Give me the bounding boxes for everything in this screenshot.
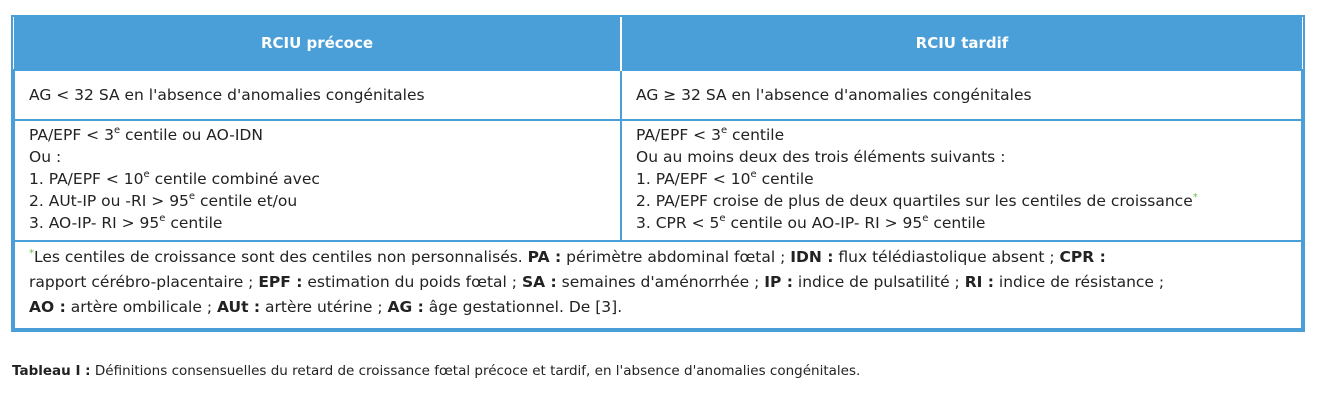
- text: centile: [727, 126, 785, 144]
- text: PA/EPF < 3: [636, 126, 721, 144]
- text: semaines d'aménorrhée ;: [556, 273, 765, 291]
- text: artère utérine ;: [260, 298, 388, 316]
- footnote-star: *: [29, 247, 34, 259]
- term: PA :: [527, 248, 562, 266]
- text: rapport cérébro-placentaire ;: [29, 273, 259, 291]
- definitions-table: [11, 15, 1305, 332]
- footnote-star: *: [1192, 191, 1198, 203]
- criteria-line: [29, 212, 620, 234]
- superscript: e: [159, 212, 166, 224]
- text: PA/EPF < 3: [29, 126, 114, 144]
- term: IP :: [764, 273, 793, 291]
- text: 2. AUt-IP ou -RI > 95: [29, 192, 189, 210]
- superscript: e: [113, 124, 121, 136]
- cell-late-ag: AG ≥ 32 SA en l'absence d'anomalies congénitales: [621, 70, 1302, 120]
- text: 1. PA/EPF < 10: [636, 170, 751, 188]
- header-rciu-tardif: RCIU tardif: [621, 17, 1302, 70]
- superscript: e: [922, 212, 929, 224]
- text: 2. PA/EPF croise de plus de deux quartiles sur les centiles de croissance: [636, 192, 1193, 210]
- text: Les centiles de croissance sont des centiles non personnalisés.: [34, 248, 528, 266]
- criteria-line: [29, 190, 620, 212]
- superscript: e: [188, 190, 196, 202]
- text: centile combiné avec: [149, 170, 320, 188]
- text: estimation du poids fœtal ;: [302, 273, 522, 291]
- text: centile ou AO-IDN: [120, 126, 263, 144]
- cell-abbreviations-note: [14, 241, 1302, 329]
- superscript: e: [143, 168, 150, 180]
- table: [13, 17, 1303, 330]
- text: indice de pulsatilité ;: [792, 273, 965, 291]
- table-row-criteria: [14, 120, 1302, 241]
- criteria-line: Ou au moins deux des trois éléments suivants :: [636, 148, 1006, 166]
- caption-text: Définitions consensuelles du retard de croissance fœtal précoce et tardif, en l'absence d'anomalies congénitales.: [90, 363, 861, 379]
- note-line: [29, 245, 1301, 270]
- superscript: e: [719, 212, 726, 224]
- criteria-line: [636, 168, 1301, 190]
- term: AO :: [29, 298, 66, 316]
- note-line: [29, 270, 1301, 295]
- table-row-notes: [14, 241, 1302, 329]
- criteria-line: [636, 124, 1301, 146]
- header-rciu-precoce: RCIU précoce: [14, 17, 621, 70]
- term: AUt :: [216, 298, 261, 316]
- text: centile: [165, 214, 223, 232]
- cell-early-criteria: [14, 120, 621, 241]
- text: centile: [928, 214, 986, 232]
- text: 3. AO-IP- RI > 95: [29, 214, 160, 232]
- text: centile et/ou: [195, 192, 298, 210]
- term: IDN :: [790, 248, 834, 266]
- term: AG :: [387, 298, 424, 316]
- cell-late-criteria: [621, 120, 1302, 241]
- table-caption: [12, 363, 860, 379]
- text: 3. CPR < 5: [636, 214, 720, 232]
- text: 1. PA/EPF < 10: [29, 170, 144, 188]
- cell-early-ag: AG < 32 SA en l'absence d'anomalies congénitales: [14, 70, 621, 120]
- header-row: [14, 17, 1302, 70]
- text: artère ombilicale ;: [65, 298, 217, 316]
- term: SA :: [521, 273, 557, 291]
- criteria-line: [636, 190, 1301, 212]
- table-row-gestational-age: [14, 70, 1302, 120]
- caption-label: Tableau I :: [12, 363, 91, 379]
- criteria-line: [29, 124, 620, 146]
- term: CPR :: [1059, 248, 1106, 266]
- criteria-line: [29, 168, 620, 190]
- superscript: e: [720, 124, 728, 136]
- superscript: e: [750, 168, 757, 180]
- criteria-line: Ou :: [29, 148, 62, 166]
- term: EPF :: [258, 273, 303, 291]
- term: RI :: [964, 273, 994, 291]
- text: indice de résistance ;: [994, 273, 1165, 291]
- text: périmètre abdominal fœtal ;: [561, 248, 791, 266]
- note-line: [29, 295, 1301, 320]
- text: centile ou AO-IP- RI > 95: [725, 214, 923, 232]
- text: centile: [756, 170, 814, 188]
- text: flux télédiastolique absent ;: [833, 248, 1060, 266]
- text: âge gestationnel. De [3].: [423, 298, 623, 316]
- criteria-line: [636, 212, 1301, 234]
